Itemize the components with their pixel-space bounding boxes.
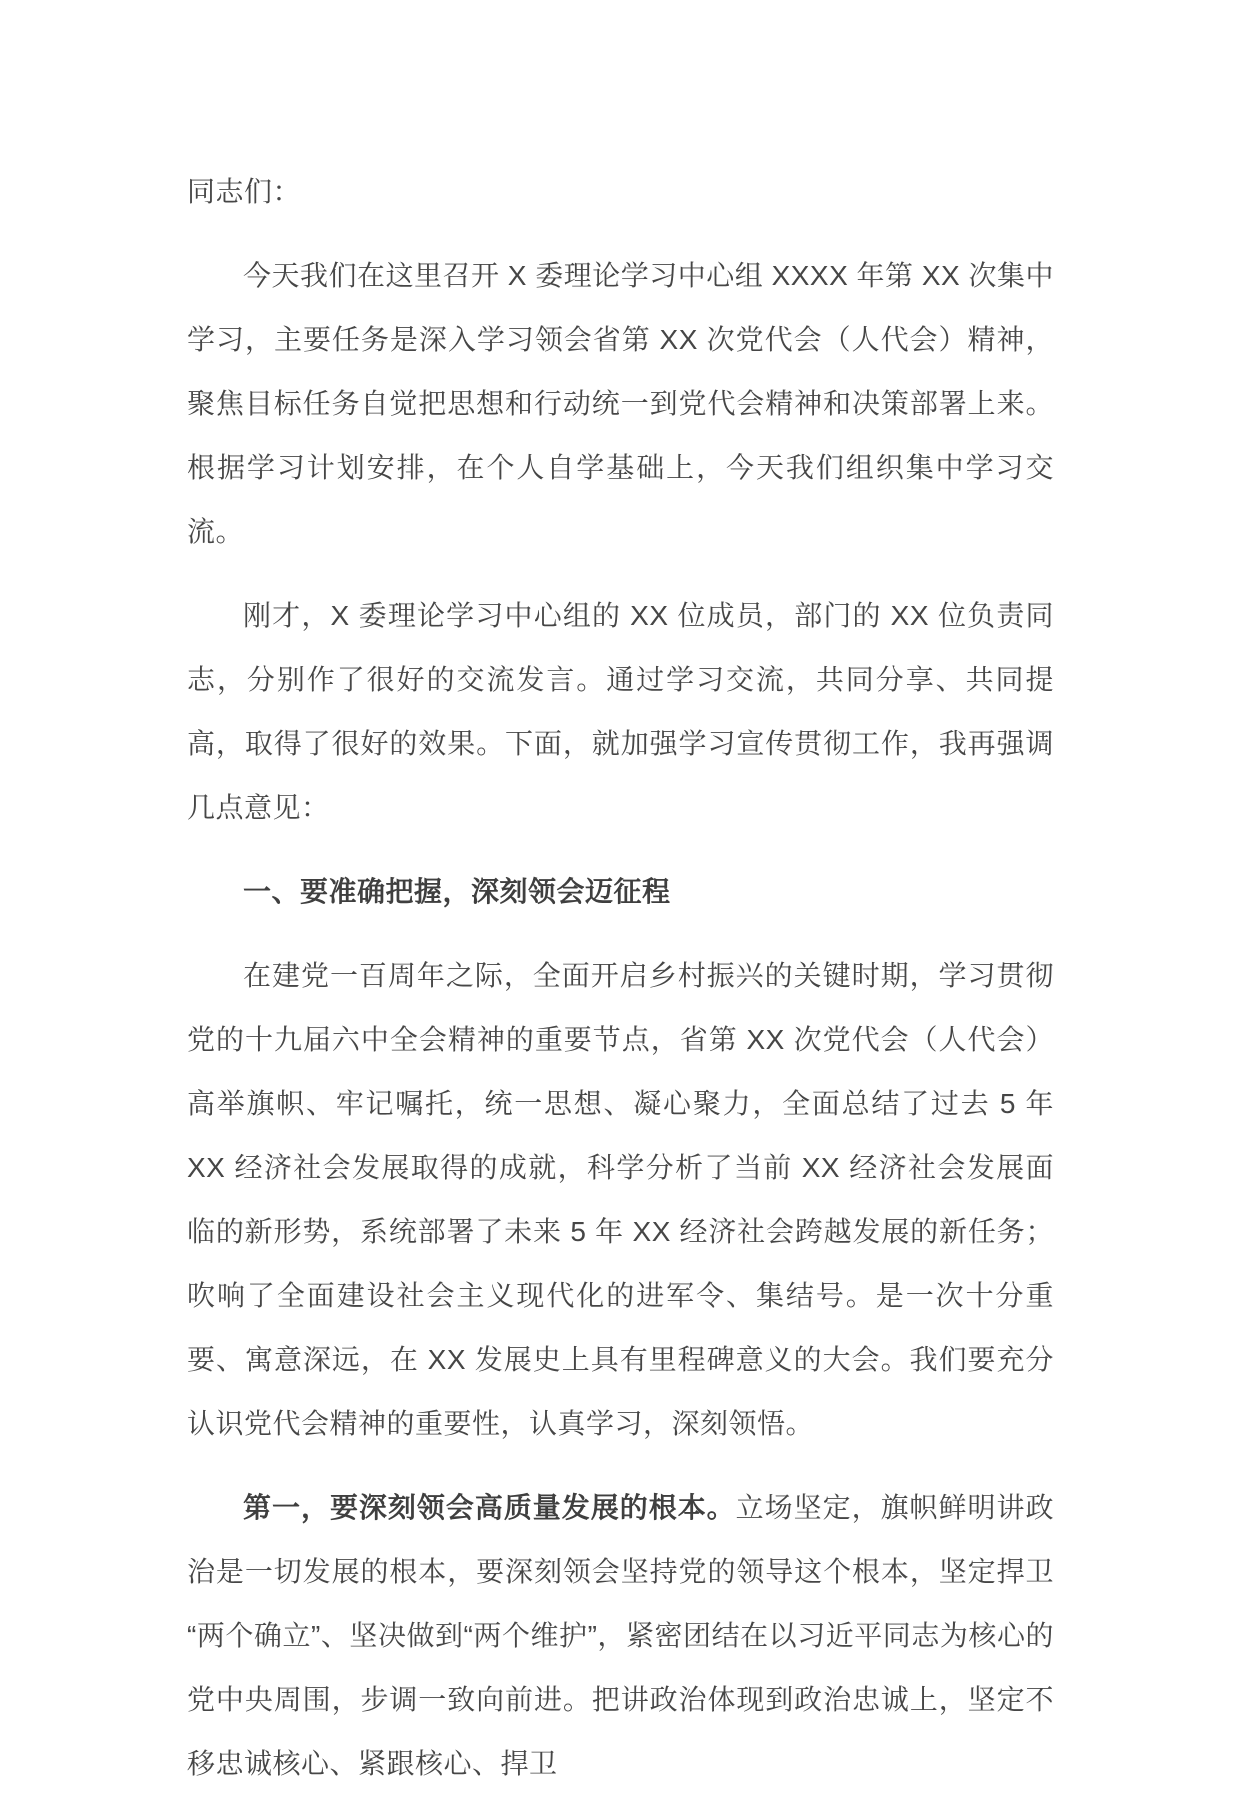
paragraph: 第一，要深刻领会高质量发展的根本。立场坚定，旗帜鲜明讲政治是一切发展的根本，要深刻领会坚持党的领导这个根本，坚定捍卫“两个确立”、坚决做到“两个维护”，紧密团结在以习近平同志为核心的党中央周围，步调一致向前进。把讲政治体现到政治忠诚上，坚定不移忠诚核心、紧跟核心、捍卫 (187, 1492, 1054, 1779)
paragraph: 在建党一百周年之际，全面开启乡村振兴的关键时期，学习贯彻党的十九届六中全会精神的重要节点，省第 XX 次党代会（人代会）高举旗帜、牢记嘱托，统一思想、凝心聚力，全面总结了过去 5 年 XX 经济社会发展取得的成就，科学分析了当前 XX 经济社会发展面临的新形势，系统部署了未来 5 年 XX 经济社会跨越发展的新任务；吹响了全面建设社会主义现代化的进军令、集结号。是一次十分重要、寓意深远，在 XX 发展史上具有里程碑意义的大会。我们要充分认识党代会精神的重要性，认真学习，深刻领悟。 (187, 960, 1054, 1439)
paragraph: 刚才，X 委理论学习中心组的 XX 位成员，部门的 XX 位负责同志，分别作了很好的交流发言。通过学习交流，共同分享、共同提高，取得了很好的效果。下面，就加强学习宣传贯彻工作，我再强调几点意见： (187, 600, 1054, 823)
paragraph: 同志们： (187, 176, 302, 207)
section-heading: 一、要准确把握，深刻领会迈征程 (243, 876, 671, 907)
paragraph: 今天我们在这里召开 X 委理论学习中心组 XXXX 年第 XX 次集中学习，主要任务是深入学习领会省第 XX 次党代会（人代会）精神，聚焦目标任务自觉把思想和行动统一到党代会精神和决策部署上来。根据学习计划安排，在个人自学基础上，今天我们组织集中学习交流。 (187, 260, 1054, 547)
document-body (187, 160, 1054, 1796)
paragraph-bold-lead: 第一，要深刻领会高质量发展的根本。 (243, 1492, 736, 1523)
